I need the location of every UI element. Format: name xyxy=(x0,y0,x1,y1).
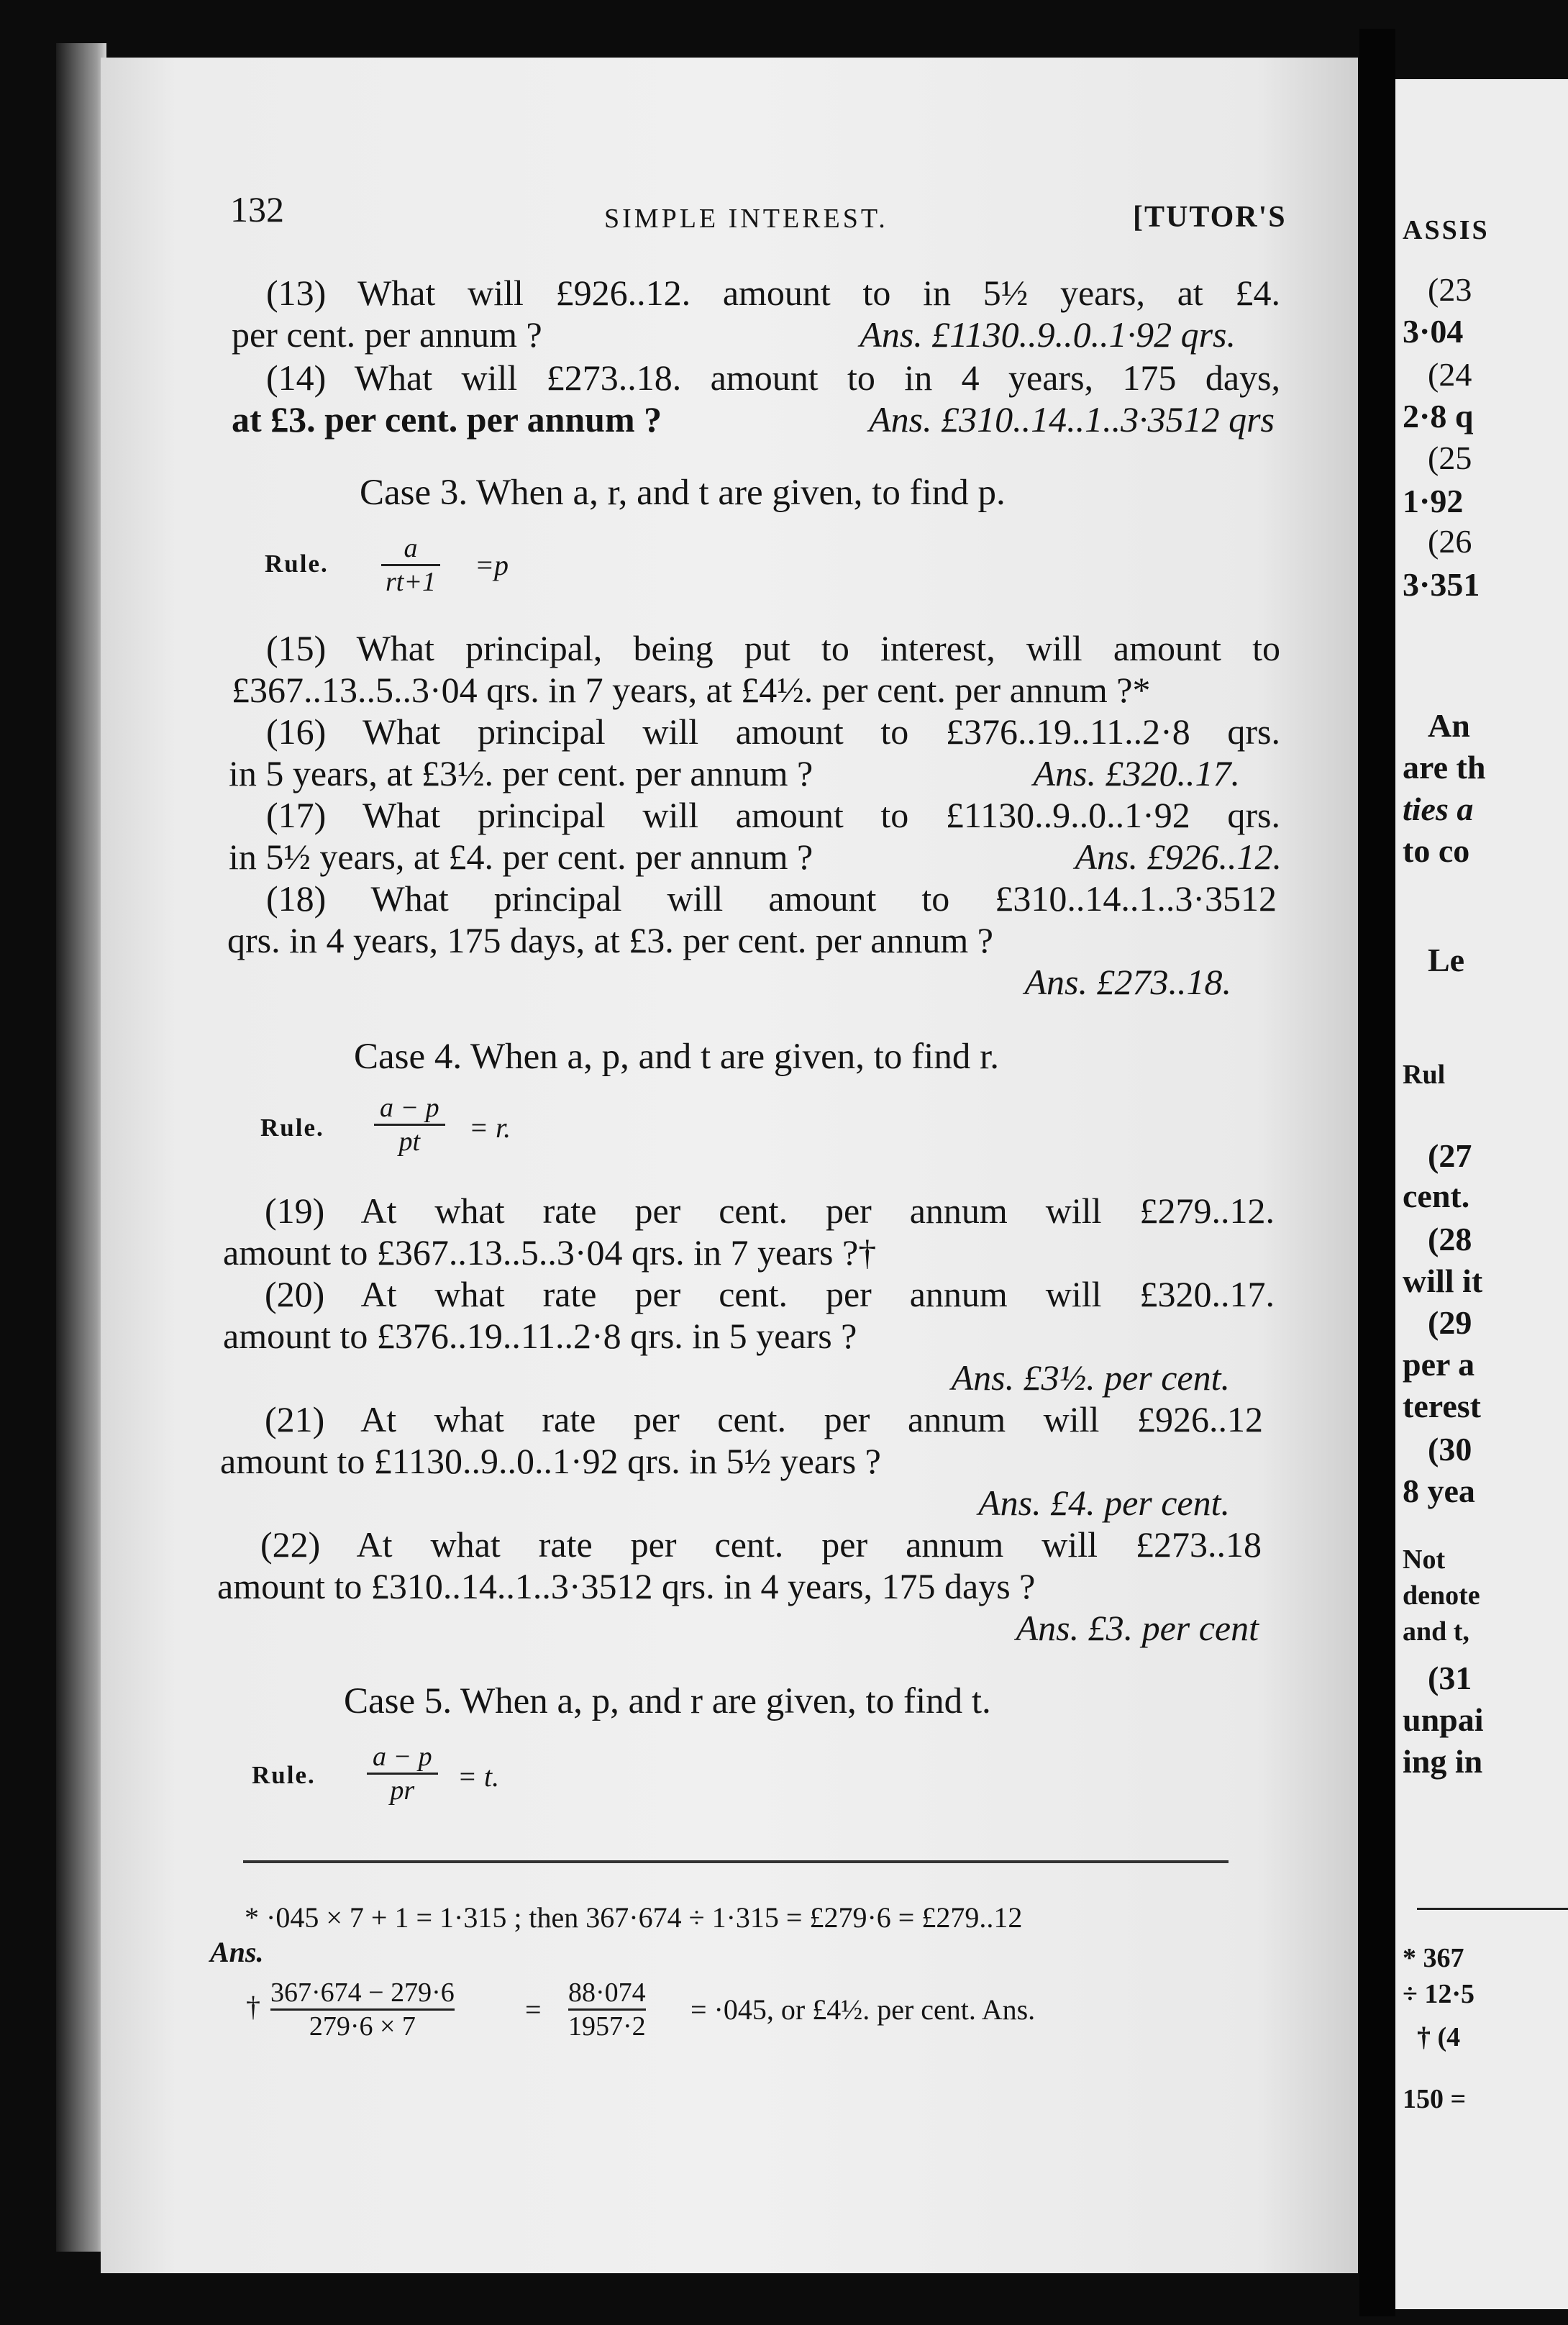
facing-footnote: † (4 xyxy=(1417,2022,1461,2052)
formula-numerator: a − p xyxy=(373,1742,432,1772)
footnote-2-result: = ·045, or £4½. per cent. Ans. xyxy=(690,1993,1036,2026)
facing-text: (30 xyxy=(1428,1431,1472,1468)
facing-page xyxy=(1395,79,1568,2309)
text-line: qrs. in 4 years, 175 days, at £3. per cent. per annum ? xyxy=(227,920,993,960)
answer: Ans. £1130..9..0..1·92 qrs. xyxy=(860,314,1236,355)
facing-text: Le xyxy=(1428,942,1465,978)
formula-rhs: =p xyxy=(475,549,509,581)
facing-text: An xyxy=(1428,707,1470,744)
facing-text: ties a xyxy=(1403,791,1474,827)
rule-formula xyxy=(374,1092,445,1157)
text-line: (16) What principal will amount to £376..19..11..2·8 qrs. xyxy=(266,711,1280,752)
facing-text: 2·8 q xyxy=(1403,398,1474,434)
facing-text: (23 xyxy=(1428,271,1472,308)
footnote-1: * ·045 × 7 + 1 = 1·315 ; then 367·674 ÷ 1·315 = £279·6 = £279..12 xyxy=(245,1901,1023,1934)
book-gutter xyxy=(1359,29,1395,2316)
facing-running-head: ASSIS xyxy=(1403,215,1490,245)
footnote-2-fraction-1 xyxy=(270,1977,455,2042)
fraction-denominator: 279·6 × 7 xyxy=(309,2011,416,2042)
rule-formula xyxy=(367,1741,438,1806)
formula-rhs: = t. xyxy=(457,1760,500,1793)
book-spine-shadow xyxy=(56,43,106,2252)
facing-text: per a xyxy=(1403,1346,1475,1383)
facing-text: cent. xyxy=(1403,1178,1470,1214)
facing-text: and t, xyxy=(1403,1616,1469,1647)
answer: Ans. £926..12. xyxy=(1075,837,1282,877)
formula-denominator: rt+1 xyxy=(386,567,436,597)
facing-text: (26 xyxy=(1428,523,1472,560)
footnote-1-ans: Ans. xyxy=(210,1936,264,1968)
facing-text: (28 xyxy=(1428,1221,1472,1257)
fraction-denominator: 1957·2 xyxy=(568,2011,646,2042)
facing-text: are th xyxy=(1403,749,1486,786)
text-line: in 5½ years, at £4. per cent. per annum ? xyxy=(229,837,813,877)
facing-text: 3·351 xyxy=(1403,566,1480,603)
rule-label: Rule. xyxy=(260,1114,324,1142)
answer: Ans. £273..18. xyxy=(1024,962,1231,1002)
facing-text: (29 xyxy=(1428,1304,1472,1341)
facing-text: terest xyxy=(1403,1388,1481,1424)
text-line: (14) What will £273..18. amount to in 4 years, 175 days, xyxy=(266,358,1280,398)
answer: Ans. £3½. per cent. xyxy=(951,1357,1230,1398)
page-number: 132 xyxy=(230,189,284,229)
answer: Ans. £310..14..1..3·3512 qrs xyxy=(869,399,1275,440)
formula-numerator: a − p xyxy=(380,1093,439,1123)
text-line: (15) What principal, being put to interest, will amount to xyxy=(266,628,1280,668)
fraction-numerator: 367·674 − 279·6 xyxy=(270,1978,455,2008)
footnote-2-mark: † xyxy=(246,1990,260,2023)
facing-text: 3·04 xyxy=(1403,313,1464,350)
text-line: (20) At what rate per cent. per annum will £320..17. xyxy=(265,1274,1275,1314)
answer: Ans. £4. per cent. xyxy=(978,1483,1230,1523)
facing-text: unpai xyxy=(1403,1701,1484,1738)
running-title: SIMPLE INTEREST. xyxy=(604,204,888,234)
text-line: (18) What principal will amount to £310..14..1..3·3512 xyxy=(266,878,1277,919)
case-heading: Case 3. When a, r, and t are given, to find p. xyxy=(360,473,1006,513)
text-line: at £3. per cent. per annum ? xyxy=(232,399,662,440)
text-line: amount to £367..13..5..3·04 qrs. in 7 years ?† xyxy=(223,1232,877,1273)
text-line: (22) At what rate per cent. per annum will £273..18 xyxy=(260,1524,1262,1565)
text-line: (19) At what rate per cent. per annum will £279..12. xyxy=(265,1191,1275,1231)
formula-rhs: = r. xyxy=(469,1111,511,1144)
formula-denominator: pt xyxy=(398,1127,421,1157)
rule-formula xyxy=(381,532,440,598)
answer: Ans. £320..17. xyxy=(1033,753,1240,793)
facing-text: (24 xyxy=(1428,356,1472,393)
fraction-numerator: 88·074 xyxy=(568,1978,646,2008)
facing-footnote: ÷ 12·5 xyxy=(1403,1979,1475,2009)
footnote-rule xyxy=(243,1860,1229,1863)
running-head-right: [TUTOR'S xyxy=(1133,201,1287,234)
footnote-2-fraction-2 xyxy=(568,1977,646,2042)
facing-text: to co xyxy=(1403,832,1470,869)
facing-footnote: 150 = xyxy=(1403,2084,1467,2114)
facing-text: (31 xyxy=(1428,1660,1472,1696)
rule-label: Rule. xyxy=(265,550,329,578)
facing-text: ing in xyxy=(1403,1743,1483,1780)
facing-text: (27 xyxy=(1428,1137,1472,1174)
facing-footnote: * 367 xyxy=(1403,1943,1464,1973)
text-line: £367..13..5..3·04 qrs. in 7 years, at £4½. per cent. per annum ?* xyxy=(232,670,1151,710)
text-line: (21) At what rate per cent. per annum will £926..12 xyxy=(265,1399,1263,1439)
text-line: per cent. per annum ? xyxy=(232,314,542,355)
facing-text: will it xyxy=(1403,1262,1483,1299)
facing-text: (25 xyxy=(1428,440,1472,476)
case-heading: Case 4. When a, p, and t are given, to find r. xyxy=(354,1037,999,1077)
text-line: in 5 years, at £3½. per cent. per annum ? xyxy=(229,753,813,793)
text-line: (17) What principal will amount to £1130..9..0..1·92 qrs. xyxy=(266,795,1280,835)
answer: Ans. £3. per cent xyxy=(1016,1608,1259,1648)
formula-numerator: a xyxy=(404,533,418,563)
facing-rule-label: Rul xyxy=(1403,1060,1446,1090)
rule-label: Rule. xyxy=(252,1761,316,1789)
formula-denominator: pr xyxy=(390,1775,415,1806)
text-line: amount to £310..14..1..3·3512 qrs. in 4 years, 175 days ? xyxy=(217,1566,1036,1606)
facing-text: denote xyxy=(1403,1580,1480,1611)
facing-text: 1·92 xyxy=(1403,483,1464,519)
facing-text: 8 yea xyxy=(1403,1473,1475,1509)
footnote-2-equals: = xyxy=(525,1993,542,2026)
facing-footnote-rule xyxy=(1417,1908,1568,1910)
text-line: amount to £1130..9..0..1·92 qrs. in 5½ years ? xyxy=(220,1441,881,1481)
facing-text: Not xyxy=(1403,1544,1446,1575)
text-line: (13) What will £926..12. amount to in 5½ years, at £4. xyxy=(266,273,1280,313)
text-line: amount to £376..19..11..2·8 qrs. in 5 years ? xyxy=(223,1316,857,1356)
case-heading: Case 5. When a, p, and r are given, to find t. xyxy=(344,1681,991,1721)
